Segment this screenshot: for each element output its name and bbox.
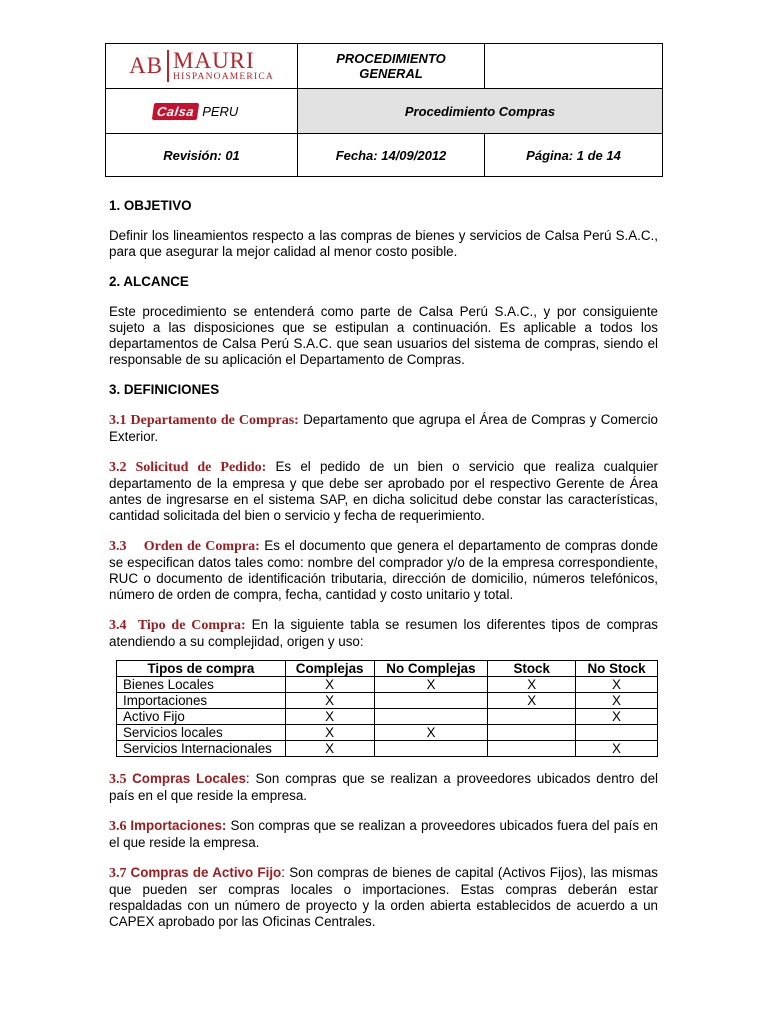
definition-3-2-label: 3.2 Solicitud de Pedido: <box>109 460 267 475</box>
table-row <box>117 741 658 757</box>
definition-3-1-label: 3.1 Departamento de Compras: <box>109 413 299 428</box>
pagina: Página: 1 de 14 <box>485 134 663 177</box>
table-cell: Activo Fijo <box>117 709 286 725</box>
table-cell: X <box>374 725 488 741</box>
th-tipos: Tipos de compra <box>117 661 286 677</box>
table-cell: Servicios Internacionales <box>117 741 286 757</box>
th-no-stock: No Stock <box>576 661 658 677</box>
logo-ab: AB <box>129 53 164 78</box>
th-stock: Stock <box>488 661 576 677</box>
definition-3-6-num: 3.6 <box>109 819 131 834</box>
table-header-row <box>117 661 658 677</box>
definition-3-3-text: Es el documento que genera el departamento de compras donde se especifican datos tales como: nombre del comprador y/o de la empresa correspondiente, RUC o documento de identificación tributaria, dirección de domicilio, números telefónicos, número de orden de compra, fecha, cantidad y costo unitario y total. <box>109 538 658 602</box>
table-cell: Servicios locales <box>117 725 286 741</box>
definition-3-4-label: 3.4 Tipo de Compra: <box>109 618 246 633</box>
th-no-complejas: No Complejas <box>374 661 488 677</box>
logo-divider <box>167 50 169 82</box>
logo-hispanoamerica: HISPANOAMERICA <box>173 72 274 83</box>
logo-mauri: MAURI <box>173 48 255 74</box>
table-cell: X <box>285 677 374 693</box>
table-cell: Importaciones <box>117 693 286 709</box>
peru-label: PERU <box>202 103 239 119</box>
section-alcance-text: Este procedimiento se entenderá como parte de Calsa Perú S.A.C., y por consiguiente sujeto a las disposiciones que se estipulan a continuación. Es aplicable a todos los departamentos de Calsa Perú S.A.C. que sean usuarios del sistema de compras, siendo el responsable de su aplicación el Departamento de Compras. <box>109 304 658 367</box>
table-cell: X <box>488 677 576 693</box>
procedimiento-compras-title: Procedimiento Compras <box>298 89 663 134</box>
revision: Revisión: 01 <box>106 134 298 177</box>
definition-3-6 <box>109 818 658 851</box>
definition-3-7 <box>109 865 658 930</box>
proc-general-line1: PROCEDIMIENTO <box>336 51 446 66</box>
document-body <box>109 198 658 930</box>
table-cell <box>374 693 488 709</box>
section-objetivo-text: Definir los lineamientos respecto a las compras de bienes y servicios de Calsa Perú S.A.C., para que asegurar la mejor calidad al menor costo posible. <box>109 228 658 259</box>
table-cell: X <box>374 677 488 693</box>
procedimiento-general <box>298 44 485 89</box>
definition-3-6-text: Son compras que se realizan a proveedores ubicados fuera del país en el que reside la empresa. <box>109 818 659 850</box>
section-objetivo-title: 1. OBJETIVO <box>109 198 192 213</box>
table-cell: X <box>576 709 658 725</box>
definition-3-1 <box>109 412 658 445</box>
definition-3-7-text: : Son compras de bienes de capital (Activos Fijos), las mismas que pueden ser compras locales o importaciones. Estas compras deberán estar respaldadas con un número de proyecto y la orden abierta establecidos de acuerdo a un CAPEX aprobado por las Oficinas Centrales. <box>109 865 658 929</box>
definition-3-2-text: Es el pedido de un bien o servicio que realiza cualquier departamento de la empresa y que debe ser aprobado por el respectivo Gerente de Área antes de ingresarse en el sistema SAP, en dicha solicitud debe constar las características, cantidad solicitada del bien o servicio y fecha de requerimiento. <box>109 459 658 523</box>
definition-3-2 <box>109 459 658 524</box>
definition-3-5-num: 3.5 <box>109 772 133 787</box>
section-definiciones-title: 3. DEFINICIONES <box>109 382 220 397</box>
definition-3-3 <box>109 538 658 603</box>
table-cell <box>374 741 488 757</box>
table-cell <box>488 725 576 741</box>
table-cell: X <box>285 693 374 709</box>
table-cell <box>488 709 576 725</box>
section-alcance-title: 2. ALCANCE <box>109 274 189 289</box>
table-cell <box>488 741 576 757</box>
empty-header-cell <box>485 44 663 89</box>
definition-3-7-num: 3.7 <box>109 866 131 881</box>
table-cell <box>374 709 488 725</box>
th-complejas: Complejas <box>285 661 374 677</box>
definition-3-7-label: Compras de Activo Fijo <box>130 865 282 880</box>
definition-3-5 <box>109 771 658 804</box>
definition-3-5-label: Compras Locales <box>132 771 246 786</box>
ab-mauri-logo-cell <box>106 44 298 89</box>
table-cell: X <box>488 693 576 709</box>
table-row <box>117 709 658 725</box>
proc-general-line2: GENERAL <box>359 66 423 81</box>
tipos-compra-table <box>116 660 658 757</box>
definition-3-4-text: En la siguiente tabla se resumen los diferentes tipos de compras atendiendo a su complejidad, origen y uso: <box>109 617 658 649</box>
table-row <box>117 677 658 693</box>
ab-mauri-logo <box>106 44 297 88</box>
table-cell <box>576 725 658 741</box>
table-cell: X <box>576 677 658 693</box>
definition-3-1-text: Departamento que agrupa el Área de Compras y Comercio Exterior. <box>109 412 658 444</box>
definition-3-4 <box>109 617 658 650</box>
table-cell: X <box>285 709 374 725</box>
fecha: Fecha: 14/09/2012 <box>298 134 485 177</box>
document-header <box>105 43 663 177</box>
table-row <box>117 693 658 709</box>
calsa-logo-cell <box>106 89 298 134</box>
definition-3-3-label: 3.3 Orden de Compra: <box>109 539 260 554</box>
table-cell: X <box>576 693 658 709</box>
definition-3-6-label: Importaciones: <box>130 818 227 833</box>
table-cell: X <box>576 741 658 757</box>
table-cell: X <box>285 725 374 741</box>
table-cell: X <box>285 741 374 757</box>
calsa-logo: Calsa <box>152 103 200 120</box>
table-cell: Bienes Locales <box>117 677 286 693</box>
table-row <box>117 725 658 741</box>
definition-3-5-text: : Son compras que se realizan a proveedores ubicados dentro del país en el que reside la empresa. <box>109 771 658 803</box>
